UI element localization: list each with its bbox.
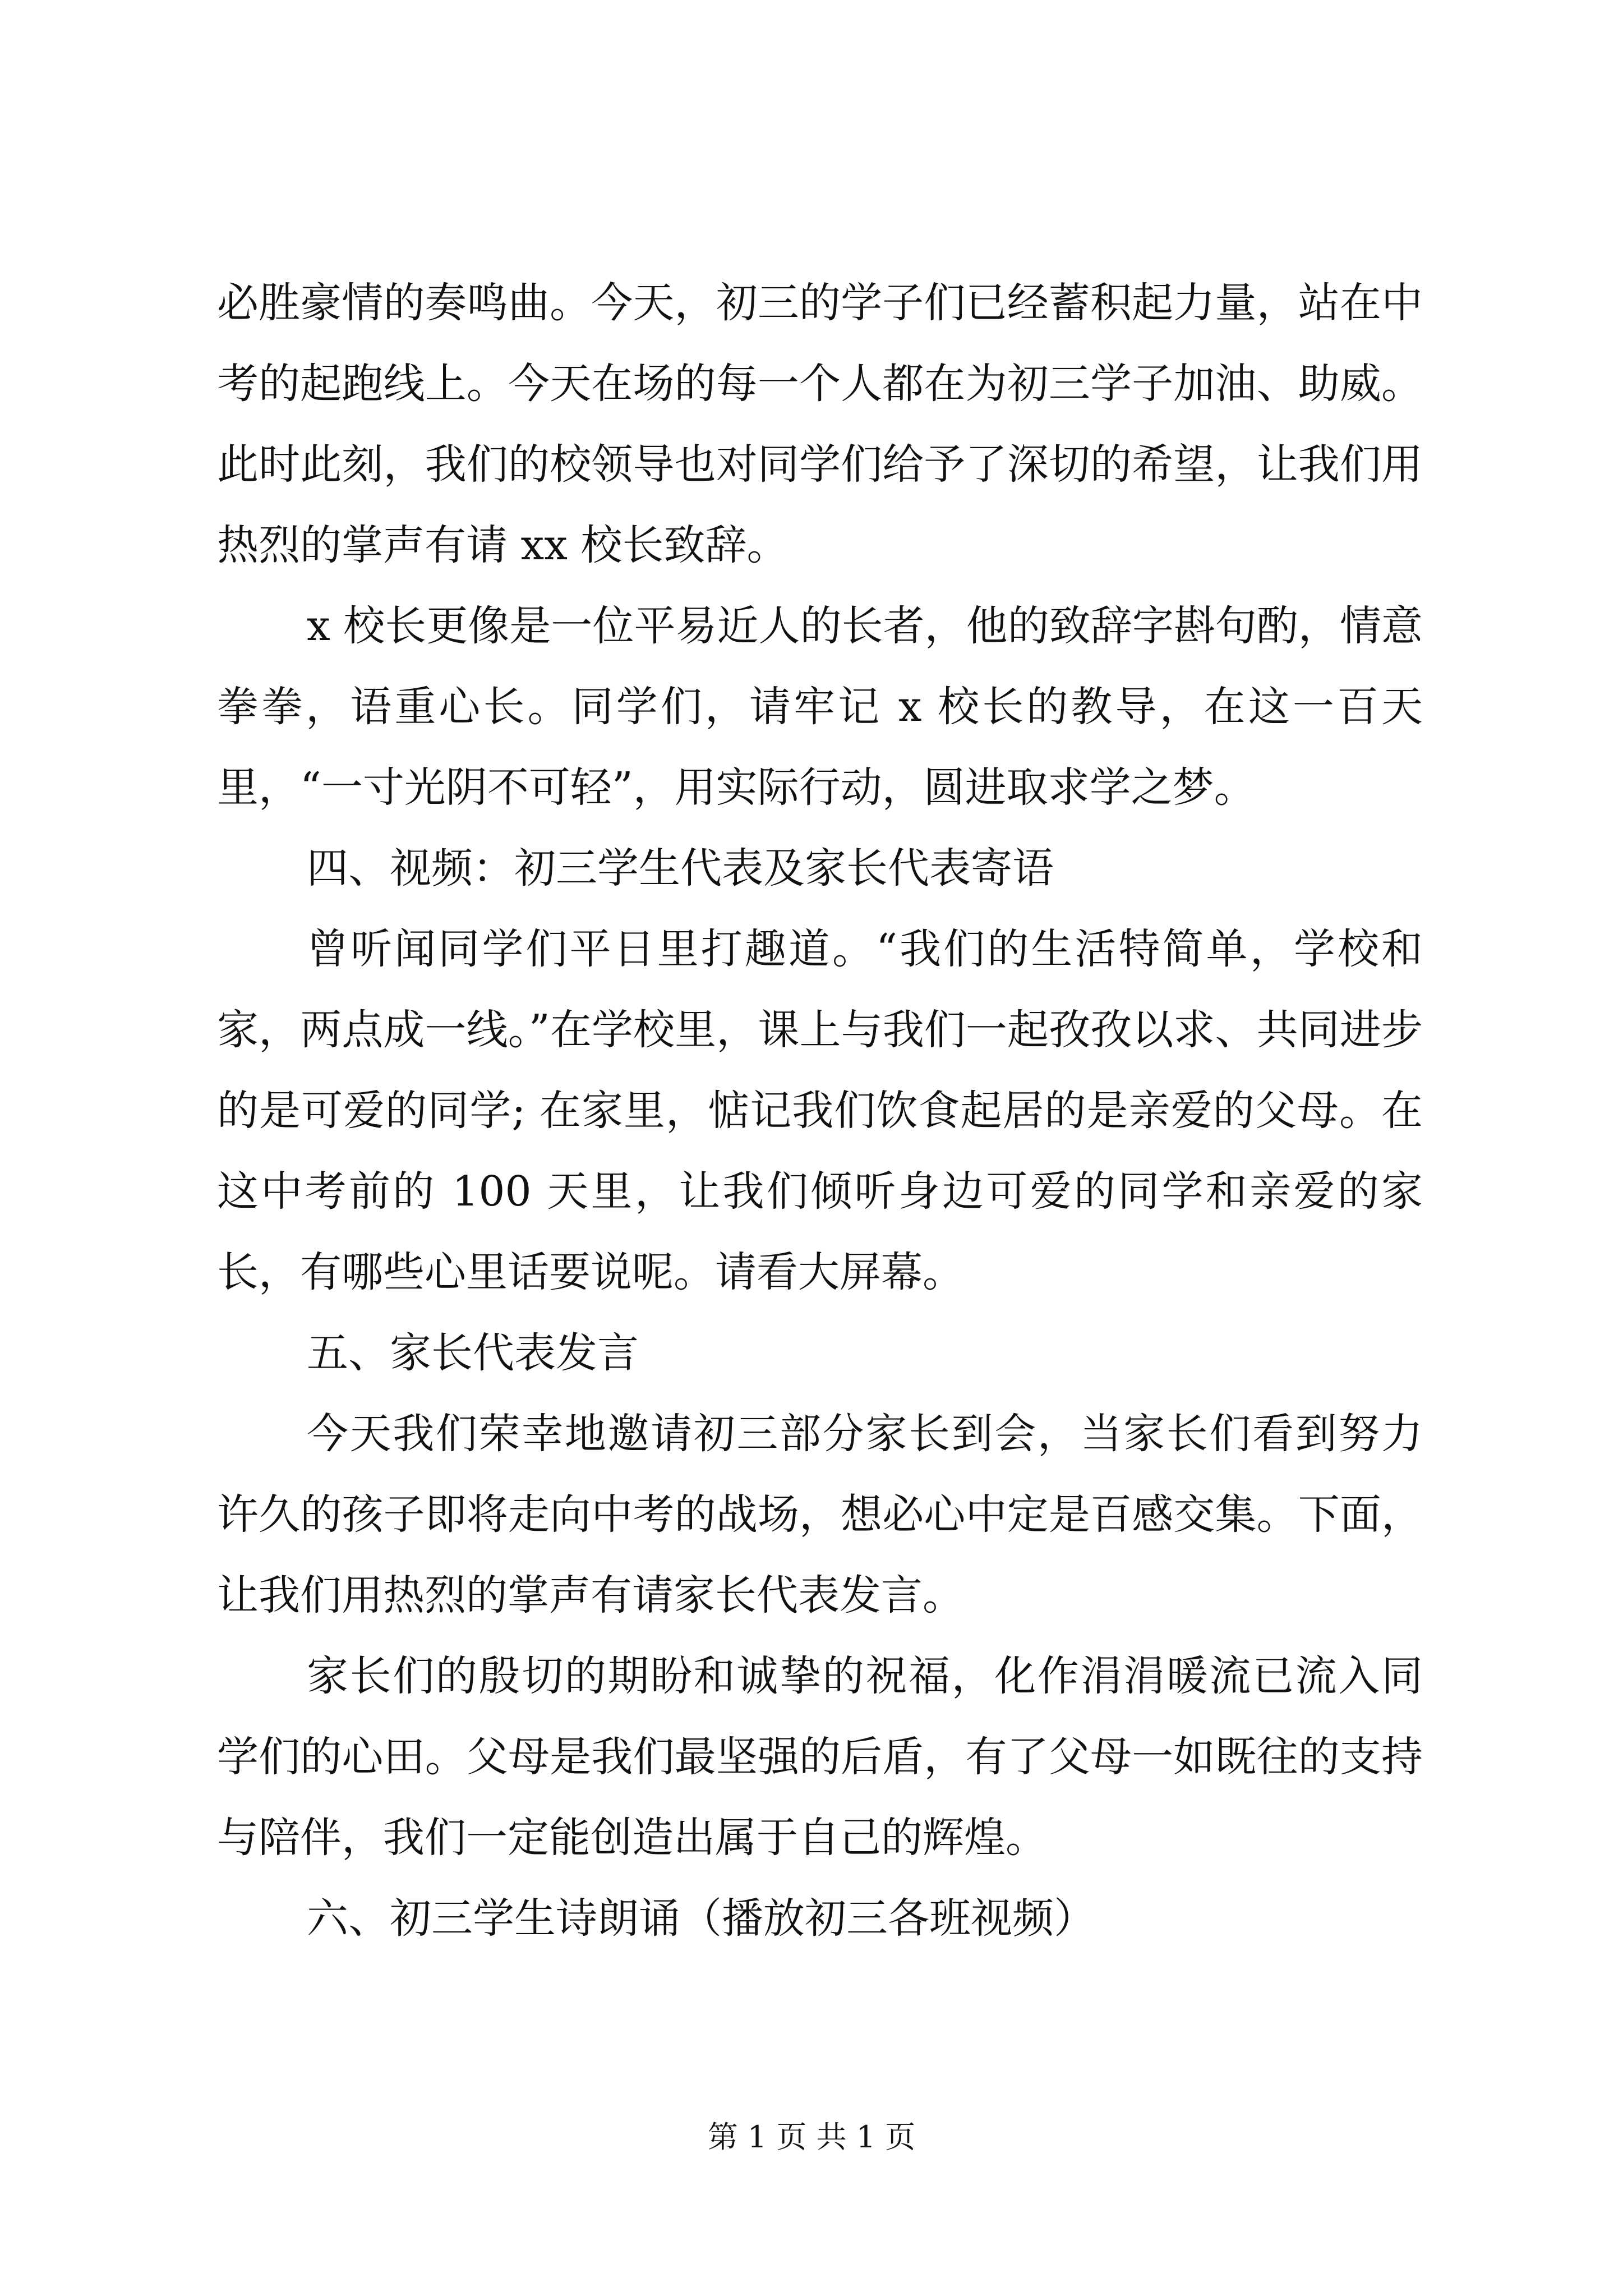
paragraph-continuation: 必胜豪情的奏鸣曲。今天，初三的学子们已经蓄积起力量，站在中考的起跑线上。今天在场的每一个人都在为初三学子加油、助威。此时此刻，我们的校领导也对同学们给予了深切的希望，让我们用热烈的掌声有请 xx 校长致辞。 [217,279,1423,569]
section-heading-video: 四、视频：初三学生代表及家长代表寄语 [307,844,1054,892]
paragraph-video-intro: 曾听闻同学们平日里打趣道。“我们的生活特简单，学校和家，两点成一线。”在学校里，课上与我们一起孜孜以求、共同进步的是可爱的同学; 在家里，惦记我们饮食起居的是亲爱的父母。在这中考前的 100 天里，让我们倾听身边可爱的同学和亲爱的家长，有哪些心里话要说呢。请看大屏幕。 [217,925,1423,1296]
paragraph-parent-summary: 家长们的殷切的期盼和诚挚的祝福，化作涓涓暖流已流入同学们的心田。父母是我们最坚强的后盾，有了父母一如既往的支持与陪伴，我们一定能创造出属于自己的辉煌。 [217,1652,1423,1862]
paragraph-principal-speech: x 校长更像是一位平易近人的长者，他的致辞字斟句酌，情意拳拳，语重心长。同学们，请牢记 x 校长的教导，在这一百天里，“一寸光阴不可轻”，用实际行动，圆进取求学之梦。 [217,602,1423,812]
paragraph-parent-intro: 今天我们荣幸地邀请初三部分家长到会，当家长们看到努力许久的孩子即将走向中考的战场，想必心中定是百感交集。下面，让我们用热烈的掌声有请家长代表发言。 [217,1410,1423,1619]
document-body [217,263,1423,1959]
section-heading-parent-speech: 五、家长代表发言 [307,1329,639,1377]
page-footer: 第 1 页 共 1 页 [707,2119,916,2155]
section-heading-poetry-recital: 六、初三学生诗朗诵（播放初三各班视频） [307,1894,1095,1943]
